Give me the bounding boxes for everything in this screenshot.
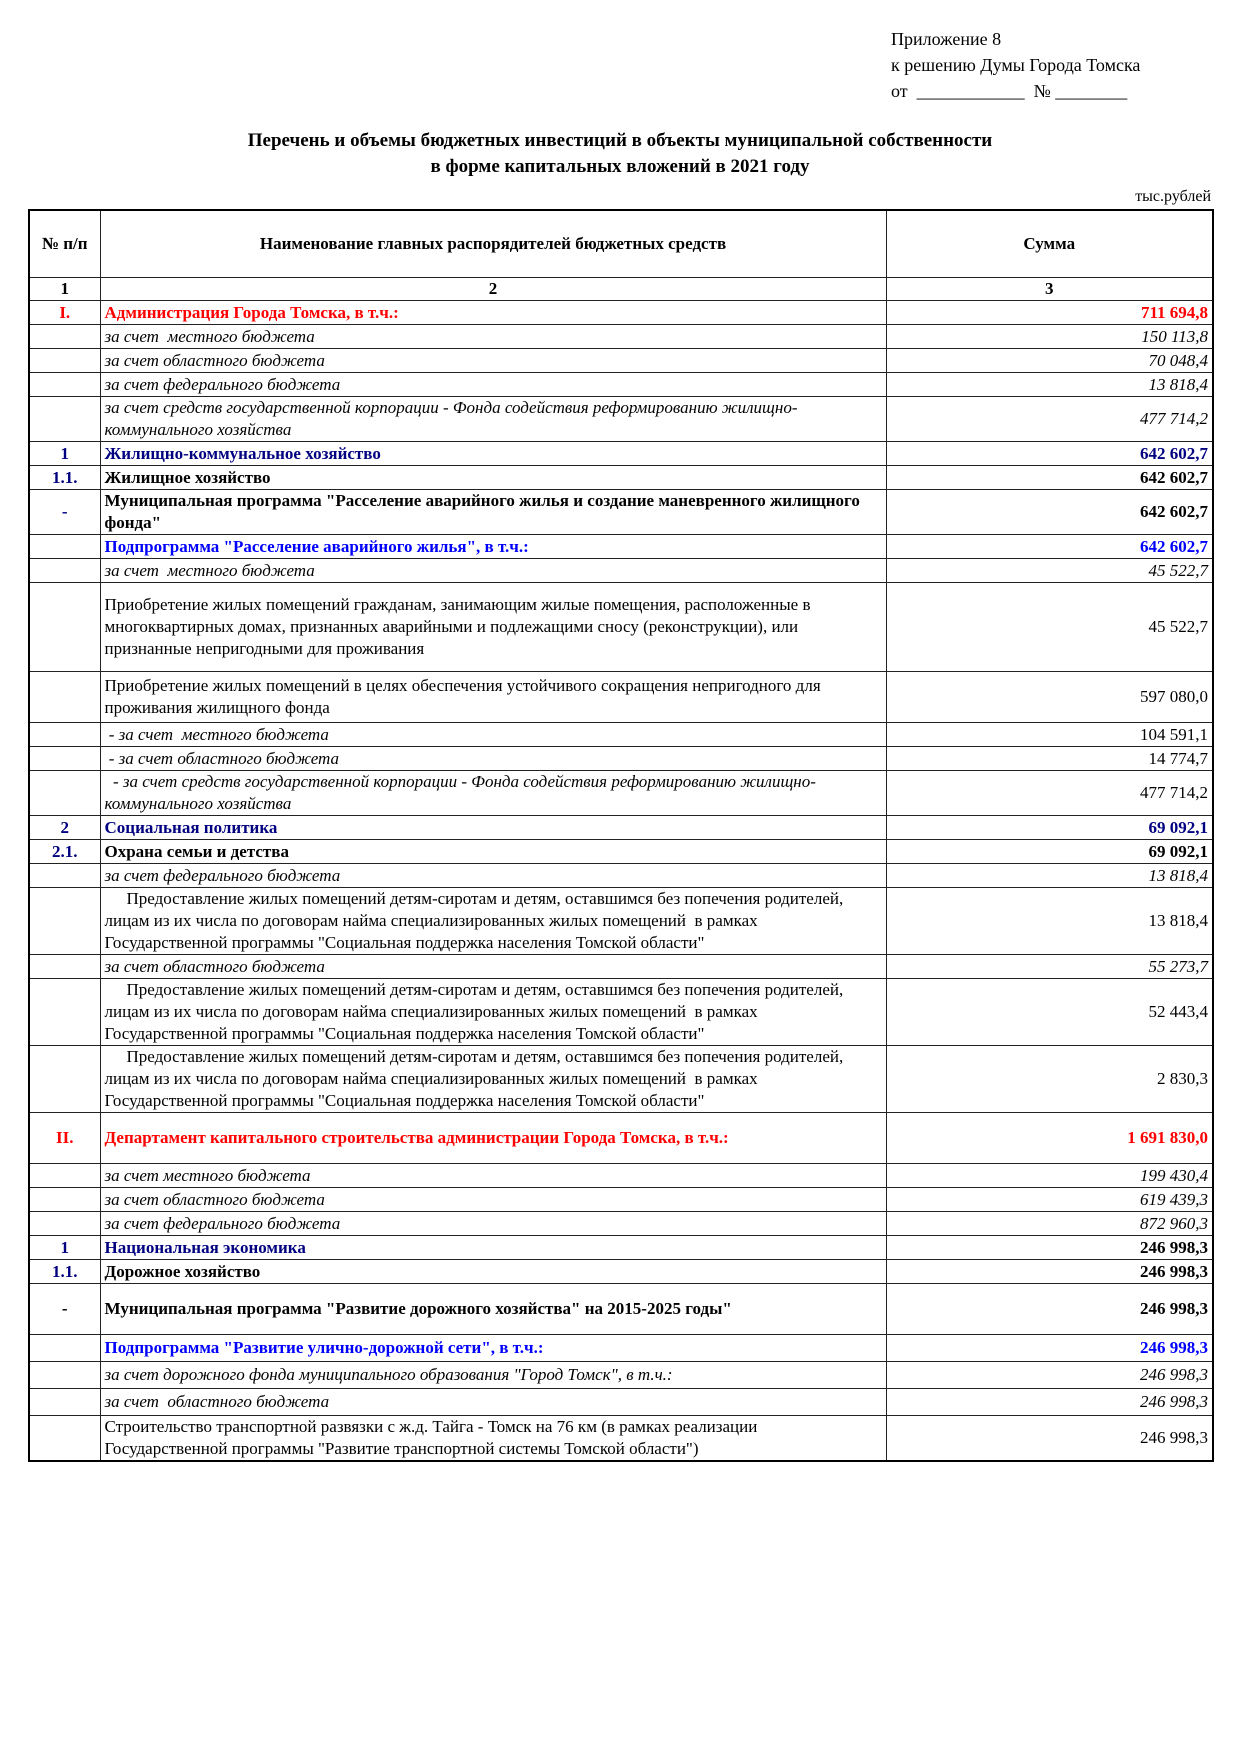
row-name: - за счет местного бюджета [100, 723, 886, 747]
row-name: за счет федерального бюджета [100, 373, 886, 397]
row-number [29, 888, 100, 955]
row-sum: 13 818,4 [886, 864, 1213, 888]
table-row [29, 1284, 1213, 1335]
row-number [29, 349, 100, 373]
row-name: за счет местного бюджета [100, 325, 886, 349]
row-number: II. [29, 1113, 100, 1164]
row-name: Администрация Города Томска, в т.ч.: [100, 301, 886, 325]
row-name: Департамент капитального строительства администрации Города Томска, в т.ч.: [100, 1113, 886, 1164]
table-row [29, 771, 1213, 816]
table-row [29, 1260, 1213, 1284]
index-col-1: 1 [29, 278, 100, 301]
table-header-row [29, 210, 1213, 278]
row-sum: 642 602,7 [886, 466, 1213, 490]
row-name: Предоставление жилых помещений детям-сиротам и детям, оставшимся без попечения родителей, лицам из их числа по договорам найма специализированных жилых помещений в рамках Государственной программы "Социальная поддержка населения Томской области" [100, 979, 886, 1046]
row-number: 1.1. [29, 1260, 100, 1284]
budget-table [28, 209, 1214, 1462]
table-row [29, 840, 1213, 864]
row-sum: 1 691 830,0 [886, 1113, 1213, 1164]
document-title [28, 128, 1212, 180]
row-sum: 69 092,1 [886, 840, 1213, 864]
title-line-1: Перечень и объемы бюджетных инвестиций в объекты муниципальной собственности [247, 130, 993, 151]
row-number [29, 535, 100, 559]
row-sum: 642 602,7 [886, 490, 1213, 535]
row-name: Дорожное хозяйство [100, 1260, 886, 1284]
row-sum: 45 522,7 [886, 559, 1213, 583]
table-row [29, 490, 1213, 535]
row-sum: 70 048,4 [886, 349, 1213, 373]
row-sum: 477 714,2 [886, 397, 1213, 442]
row-sum: 69 092,1 [886, 816, 1213, 840]
table-row [29, 349, 1213, 373]
table-row [29, 325, 1213, 349]
table-row [29, 583, 1213, 672]
appendix-date-number: от ____________ № ________ [891, 81, 1128, 101]
row-sum: 150 113,8 [886, 325, 1213, 349]
row-sum: 104 591,1 [886, 723, 1213, 747]
row-sum: 642 602,7 [886, 442, 1213, 466]
row-number [29, 325, 100, 349]
row-sum: 477 714,2 [886, 771, 1213, 816]
header-num: № п/п [29, 210, 100, 278]
table-row [29, 1416, 1213, 1462]
row-number [29, 1212, 100, 1236]
table-row [29, 747, 1213, 771]
table-row [29, 559, 1213, 583]
row-number [29, 771, 100, 816]
row-number [29, 373, 100, 397]
table-row [29, 301, 1213, 325]
row-sum: 872 960,3 [886, 1212, 1213, 1236]
row-number: 1.1. [29, 466, 100, 490]
row-number [29, 723, 100, 747]
row-sum: 13 818,4 [886, 888, 1213, 955]
row-number [29, 747, 100, 771]
row-name: - за счет областного бюджета [100, 747, 886, 771]
row-name: за счет средств государственной корпорации - Фонда содействия реформированию жилищно-коммунального хозяйства [100, 397, 886, 442]
row-sum: 246 998,3 [886, 1236, 1213, 1260]
row-name: за счет областного бюджета [100, 955, 886, 979]
row-sum: 2 830,3 [886, 1046, 1213, 1113]
row-sum: 619 439,3 [886, 1188, 1213, 1212]
row-number: 1 [29, 442, 100, 466]
row-number [29, 864, 100, 888]
row-sum: 246 998,3 [886, 1260, 1213, 1284]
row-sum: 246 998,3 [886, 1389, 1213, 1416]
table-row [29, 816, 1213, 840]
row-name: Приобретение жилых помещений гражданам, занимающим жилые помещения, расположенные в многоквартирных домах, признанных аварийными и подлежащими сносу (реконструкции), или признанные непригодными для проживания [100, 583, 886, 672]
row-name: - за счет средств государственной корпорации - Фонда содействия реформированию жилищно-коммунального хозяйства [100, 771, 886, 816]
row-name: Социальная политика [100, 816, 886, 840]
row-name: Предоставление жилых помещений детям-сиротам и детям, оставшимся без попечения родителей, лицам из их числа по договорам найма специализированных жилых помещений в рамках Государственной программы "Социальная поддержка населения Томской области" [100, 1046, 886, 1113]
table-row [29, 1362, 1213, 1389]
title-line-2: в форме капитальных вложений в 2021 году [430, 156, 810, 177]
row-name: за счет областного бюджета [100, 349, 886, 373]
table-row [29, 1335, 1213, 1362]
row-name: Национальная экономика [100, 1236, 886, 1260]
table-row [29, 1212, 1213, 1236]
row-name: за счет областного бюджета [100, 1188, 886, 1212]
row-name: Охрана семьи и детства [100, 840, 886, 864]
row-name: Муниципальная программа "Расселение аварийного жилья и создание маневренного жилищного фонда" [100, 490, 886, 535]
row-name: за счет федерального бюджета [100, 1212, 886, 1236]
row-number [29, 1188, 100, 1212]
row-name: Строительство транспортной развязки с ж.д. Тайга - Томск на 76 км (в рамках реализации Государственной программы "Развитие транспортной системы Томской области") [100, 1416, 886, 1462]
table-row [29, 723, 1213, 747]
row-number: 2 [29, 816, 100, 840]
table-row [29, 864, 1213, 888]
table-row [29, 672, 1213, 723]
row-number [29, 955, 100, 979]
row-name: за счет местного бюджета [100, 1164, 886, 1188]
row-number: 2.1. [29, 840, 100, 864]
table-row [29, 1164, 1213, 1188]
row-sum: 13 818,4 [886, 373, 1213, 397]
appendix-decision: к решению Думы Города Томска [891, 55, 1141, 75]
row-number [29, 559, 100, 583]
table-row [29, 979, 1213, 1046]
row-sum: 597 080,0 [886, 672, 1213, 723]
table-row [29, 442, 1213, 466]
table-row [29, 888, 1213, 955]
row-sum: 45 522,7 [886, 583, 1213, 672]
index-col-2: 2 [100, 278, 886, 301]
row-name: за счет дорожного фонда муниципального образования "Город Томск", в т.ч.: [100, 1362, 886, 1389]
table-row [29, 1113, 1213, 1164]
table-row [29, 1188, 1213, 1212]
row-name: Жилищное хозяйство [100, 466, 886, 490]
row-sum: 52 443,4 [886, 979, 1213, 1046]
row-number [29, 1164, 100, 1188]
row-number [29, 1389, 100, 1416]
table-index-row [29, 278, 1213, 301]
row-number [29, 1362, 100, 1389]
table-row [29, 955, 1213, 979]
row-number [29, 672, 100, 723]
table-row [29, 373, 1213, 397]
row-name: Подпрограмма "Расселение аварийного жилья", в т.ч.: [100, 535, 886, 559]
table-row [29, 397, 1213, 442]
row-number [29, 1416, 100, 1462]
appendix-number: Приложение 8 [891, 29, 1002, 49]
row-number: - [29, 1284, 100, 1335]
header-name: Наименование главных распорядителей бюджетных средств [100, 210, 886, 278]
table-row [29, 1389, 1213, 1416]
row-sum: 55 273,7 [886, 955, 1213, 979]
row-number [29, 1046, 100, 1113]
row-number: I. [29, 301, 100, 325]
table-row [29, 535, 1213, 559]
table-row [29, 1236, 1213, 1260]
row-name: Муниципальная программа "Развитие дорожного хозяйства" на 2015-2025 годы" [100, 1284, 886, 1335]
row-sum: 14 774,7 [886, 747, 1213, 771]
header-sum: Сумма [886, 210, 1213, 278]
row-name: Подпрограмма "Развитие улично-дорожной сети", в т.ч.: [100, 1335, 886, 1362]
row-sum: 642 602,7 [886, 535, 1213, 559]
row-sum: 711 694,8 [886, 301, 1213, 325]
row-number [29, 583, 100, 672]
row-number: - [29, 490, 100, 535]
row-sum: 246 998,3 [886, 1362, 1213, 1389]
row-sum: 199 430,4 [886, 1164, 1213, 1188]
row-number [29, 1335, 100, 1362]
index-col-3: 3 [886, 278, 1213, 301]
row-name: за счет федерального бюджета [100, 864, 886, 888]
row-number [29, 397, 100, 442]
row-sum: 246 998,3 [886, 1335, 1213, 1362]
row-name: за счет местного бюджета [100, 559, 886, 583]
appendix-header [891, 26, 1221, 104]
row-name: Жилищно-коммунальное хозяйство [100, 442, 886, 466]
row-name: за счет областного бюджета [100, 1389, 886, 1416]
row-sum: 246 998,3 [886, 1284, 1213, 1335]
table-row [29, 1046, 1213, 1113]
row-name: Приобретение жилых помещений в целях обеспечения устойчивого сокращения непригодного для проживания жилищного фонда [100, 672, 886, 723]
row-number [29, 979, 100, 1046]
units-label: тыс.рублей [1135, 188, 1211, 205]
row-sum: 246 998,3 [886, 1416, 1213, 1462]
row-name: Предоставление жилых помещений детям-сиротам и детям, оставшимся без попечения родителей, лицам из их числа по договорам найма специализированных жилых помещений в рамках Государственной программы "Социальная поддержка населения Томской области" [100, 888, 886, 955]
table-row [29, 466, 1213, 490]
row-number: 1 [29, 1236, 100, 1260]
